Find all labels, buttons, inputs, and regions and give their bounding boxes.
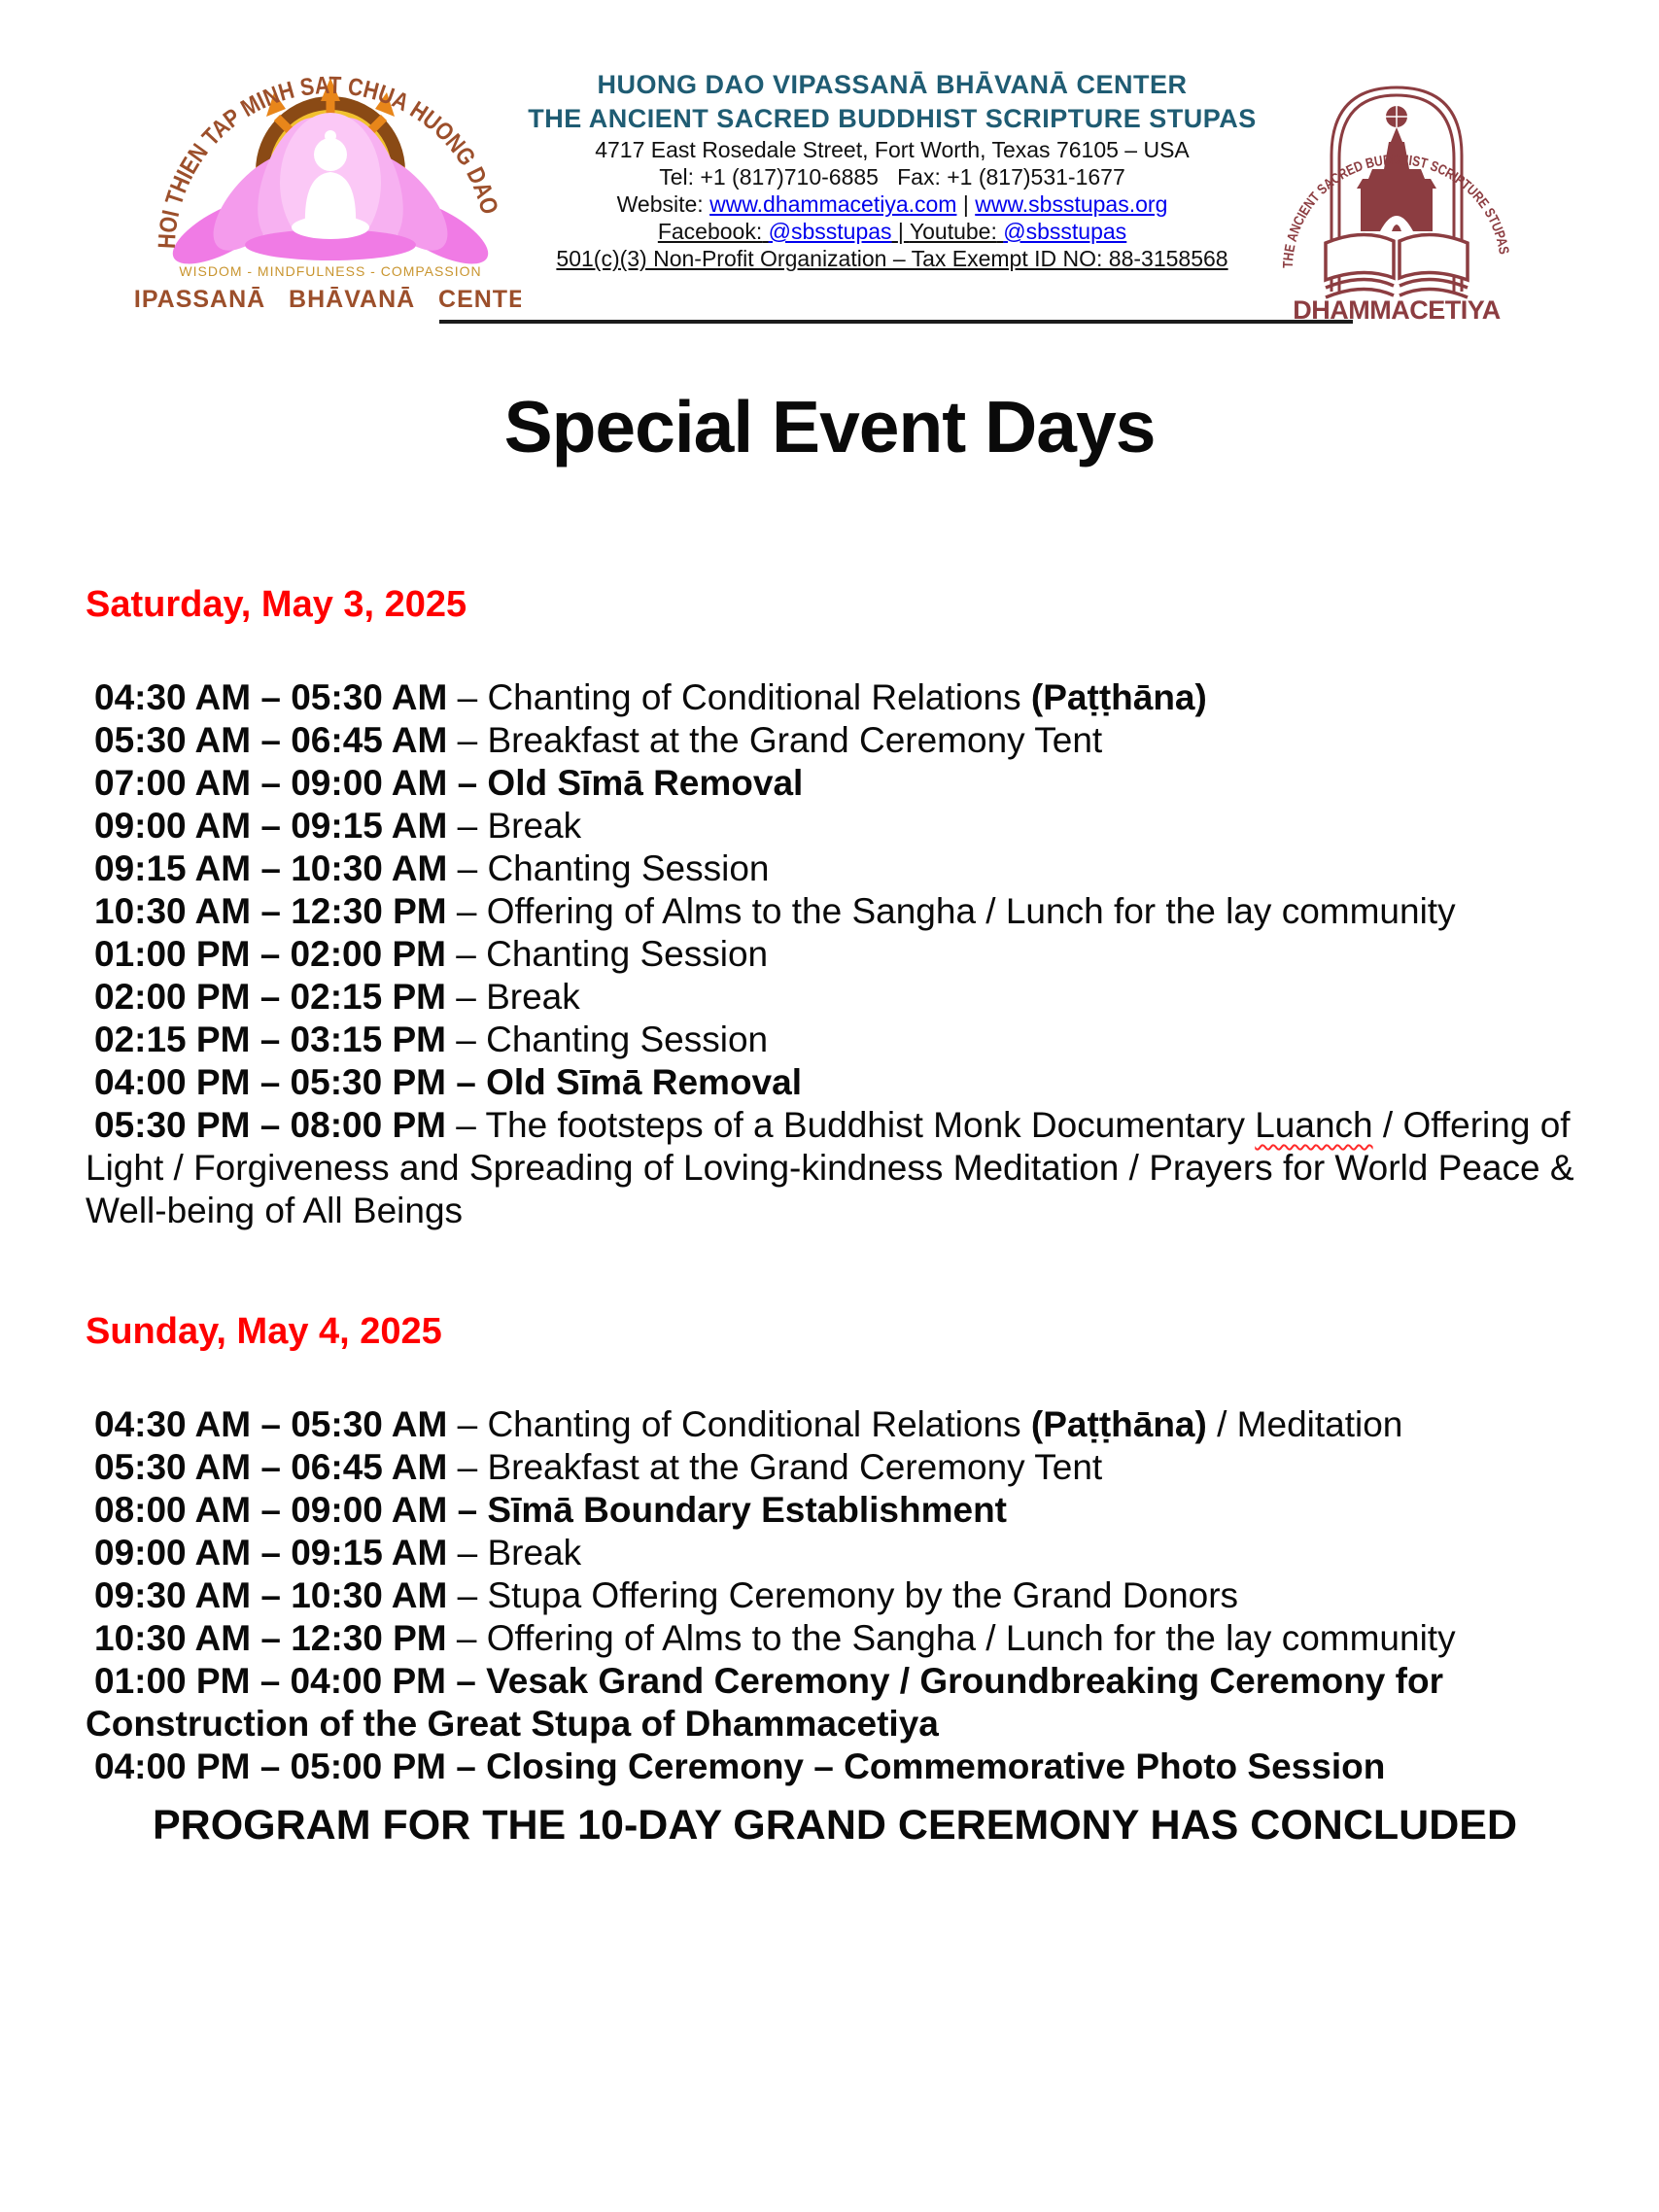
schedule-text: – Breakfast at the Grand Ceremony Tent <box>447 1447 1103 1487</box>
schedule-text: – The footsteps of a Buddhist Monk Documentary <box>445 1105 1256 1145</box>
schedule-line <box>86 1489 1584 1532</box>
schedule-text-bold: 02:15 PM – 03:15 PM <box>94 1020 446 1059</box>
schedule-text-bold: 10:30 AM – 12:30 PM <box>94 1618 447 1658</box>
website-link-sbsstupas[interactable]: www.sbsstupas.org <box>975 191 1168 217</box>
schedule-line <box>86 1660 1584 1745</box>
pipe-separator: | <box>897 219 904 244</box>
open-book-icon <box>1326 234 1468 297</box>
logo-arc-text: HOI THIEN TAP MINH SAT CHUA HUONG DAO <box>153 71 504 250</box>
page-title: Special Event Days <box>503 386 1156 467</box>
logo-name: VIPASSANĀ BHĀVANĀ CENTER <box>134 286 521 313</box>
schedule-line <box>86 805 1584 847</box>
facebook-handle-link[interactable]: @sbsstupas <box>768 219 892 244</box>
schedule-text-bold: 05:30 AM – 06:45 AM <box>94 1447 448 1487</box>
schedule-line <box>86 1104 1584 1232</box>
schedule-line <box>86 1019 1584 1061</box>
schedule-line <box>86 719 1584 762</box>
schedule-text: – Break <box>447 1533 582 1573</box>
schedule-line <box>86 1745 1584 1788</box>
schedule-line <box>86 1446 1584 1489</box>
dhammacetiya-logo <box>1271 27 1522 324</box>
schedule-text: / Offering of Light / Forgiveness and Spreading of Loving-kindness Meditation / Prayers for World Peace & Well-being of All Beings <box>86 1105 1574 1230</box>
schedule-text-bold: 02:00 PM – 02:15 PM <box>94 977 446 1017</box>
header-text-block <box>503 68 1281 272</box>
schedule-text: – Offering of Alms to the Sangha / Lunch for the lay community <box>446 891 1456 931</box>
program-concluded-note: PROGRAM FOR THE 10-DAY GRAND CEREMONY HAS CONCLUDED <box>152 1802 1517 1849</box>
schedule-text-bold: 09:30 AM – 10:30 AM <box>94 1575 448 1615</box>
facebook-label: Facebook: <box>657 219 763 244</box>
schedule-line <box>86 890 1584 933</box>
schedule-text-bold: 01:00 PM – 04:00 PM – Vesak Grand Ceremony / Groundbreaking Ceremony for Construction of the Great Stupa of Dhammacetiya <box>86 1661 1443 1744</box>
youtube-label: Youtube: <box>909 219 997 244</box>
website-link-dhammacetiya[interactable]: www.dhammacetiya.com <box>709 191 957 217</box>
schedule-text-bold: 04:00 PM – 05:00 PM – Closing Ceremony – Commemorative Photo Session <box>94 1746 1386 1786</box>
website-label: Website: <box>616 191 704 217</box>
schedule-text-bold: 09:15 AM – 10:30 AM <box>94 848 448 888</box>
logo-motto: WISDOM - MINDFULNESS - COMPASSION <box>179 263 482 279</box>
vipassana-center-logo <box>134 27 521 324</box>
schedule-text: – Offering of Alms to the Sangha / Lunch for the lay community <box>446 1618 1456 1658</box>
schedule-text-bold: 09:00 AM – 09:15 AM <box>94 806 448 846</box>
schedule-text-bold: 04:30 AM – 05:30 AM <box>94 1404 448 1444</box>
logo-arc-text: THE ANCIENT SACRED BUDDHIST SCRIPTURE STUPAS <box>1280 152 1512 269</box>
schedule-line <box>86 1617 1584 1660</box>
schedule-text-bold: 09:00 AM – 09:15 AM <box>94 1533 448 1573</box>
lotus-buddha-icon <box>134 27 521 324</box>
nonprofit-line: 501(c)(3) Non-Profit Organization – Tax Exempt ID NO: 88-3158568 <box>556 246 1228 271</box>
tel-fax-line: Tel: +1 (817)710-6885 Fax: +1 (817)531-1677 <box>659 164 1125 190</box>
schedule-text: – Chanting Session <box>445 1020 769 1059</box>
schedule-text-bold: (Paṭṭhāna) <box>1030 1404 1207 1444</box>
misspelled-word: Luanch <box>1255 1105 1373 1145</box>
schedule-text-bold: 08:00 AM – 09:00 AM – Sīmā Boundary Establishment <box>94 1490 1008 1530</box>
schedule-text-bold: 04:30 AM – 05:30 AM <box>94 677 448 717</box>
schedule-line <box>86 1403 1584 1446</box>
section-date-heading: Saturday, May 3, 2025 <box>86 584 467 625</box>
schedule-line <box>86 847 1584 890</box>
schedule-line <box>86 1574 1584 1617</box>
header-divider <box>439 320 1353 324</box>
schedule-text: – Breakfast at the Grand Ceremony Tent <box>447 720 1103 760</box>
schedule-text-bold: 01:00 PM – 02:00 PM <box>94 934 446 974</box>
logo-name: DHAMMACETIYA <box>1293 295 1501 324</box>
youtube-handle-link[interactable]: @sbsstupas <box>1003 219 1127 244</box>
schedule-list <box>86 1403 1584 1788</box>
schedule-text: – Chanting Session <box>445 934 769 974</box>
sections <box>86 583 1584 1788</box>
pipe-separator: | <box>962 191 969 217</box>
website-line <box>503 190 1281 218</box>
schedule-text-bold: 05:30 AM – 06:45 AM <box>94 720 448 760</box>
schedule-line <box>86 1532 1584 1574</box>
schedule-line <box>86 676 1584 719</box>
schedule-text-bold: 05:30 PM – 08:00 PM <box>94 1105 446 1145</box>
schedule-text: – Stupa Offering Ceremony by the Grand Donors <box>447 1575 1239 1615</box>
schedule-text-bold: 10:30 AM – 12:30 PM <box>94 891 447 931</box>
schedule-text: – Chanting of Conditional Relations <box>447 677 1031 717</box>
schedule-text: – Chanting Session <box>447 848 770 888</box>
schedule-line <box>86 1061 1584 1104</box>
schedule-list <box>86 676 1584 1232</box>
schedule-text-bold: (Paṭṭhāna) <box>1030 677 1207 717</box>
schedule-text: / Meditation <box>1206 1404 1403 1444</box>
address-line: 4717 East Rosedale Street, Fort Worth, Texas 76105 – USA <box>595 137 1190 162</box>
schedule-text-bold: 04:00 PM – 05:30 PM – Old Sīmā Removal <box>94 1062 802 1102</box>
org-name: HUONG DAO VIPASSANĀ BHĀVANĀ CENTER <box>597 70 1188 99</box>
schedule-content <box>86 583 1584 1849</box>
section-date-heading: Sunday, May 4, 2025 <box>86 1311 442 1352</box>
schedule-text: – Chanting of Conditional Relations <box>447 1404 1031 1444</box>
schedule-text-bold: 07:00 AM – 09:00 AM – Old Sīmā Removal <box>94 763 804 803</box>
social-line <box>503 218 1281 245</box>
schedule-line <box>86 976 1584 1019</box>
stupa-book-icon <box>1271 27 1522 324</box>
schedule-text: – Break <box>447 806 582 846</box>
schedule-line <box>86 933 1584 976</box>
schedule-line <box>86 762 1584 805</box>
org-subtitle: THE ANCIENT SACRED BUDDHIST SCRIPTURE STUPAS <box>528 104 1257 133</box>
schedule-text: – Break <box>445 977 580 1017</box>
